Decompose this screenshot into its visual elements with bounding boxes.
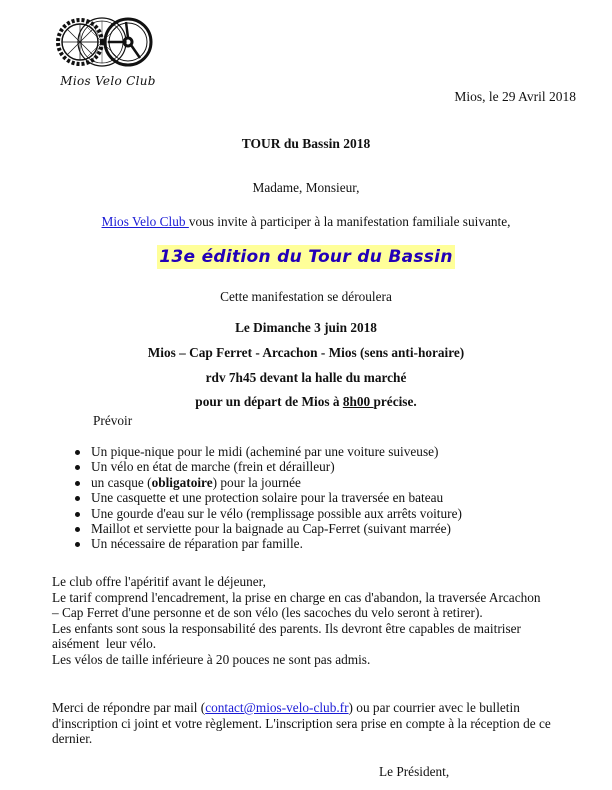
list-item-text: ) pour la journée (212, 474, 301, 490)
list-item-text: Un pique-nique pour le midi (acheminé par une voiture suiveuse) (91, 444, 439, 459)
info-line: aisément leur vélo. (52, 636, 157, 652)
bicycle-wheels-icon (50, 10, 160, 74)
deroulera-text: Cette manifestation se déroulera (220, 289, 392, 304)
reply-text: Merci de répondre par mail ( (52, 700, 206, 715)
info-line: Les enfants sont sous la responsabilité des parents. Ils devront être capables de maitriser (52, 620, 521, 636)
reply-paragraph (52, 700, 592, 747)
edition-title: 13e édition du Tour du Bassin (159, 247, 453, 267)
list-item (60, 536, 462, 551)
list-item (60, 506, 462, 521)
reply-text: ) ou par courrier avec le bulletin (348, 700, 520, 715)
departure-line (0, 394, 612, 410)
info-line: Le tarif comprend l'encadrement, la prise en charge en cas d'abandon, la traversée Arcachon (52, 589, 541, 605)
event-route (0, 345, 612, 361)
list-item-text: Une casquette et une protection solaire pour la traversée en bateau (91, 490, 444, 506)
checklist (60, 444, 462, 552)
email-link[interactable]: contact@mios-velo-club.fr (205, 700, 349, 715)
info-line: – Cap Ferret d'une personne et de son vélo (les sacoches du velo seront à retirer). (52, 605, 483, 621)
reply-text: d'inscription ci joint et votre règlement. L'inscription sera prise en compte à la réception de ce (52, 715, 551, 731)
club-logo (50, 10, 160, 100)
event-date-prefix: Le (235, 320, 254, 335)
departure-suffix: précise. (373, 394, 417, 409)
info-paragraph (52, 574, 592, 668)
departure-time: 8h00 (342, 394, 374, 409)
event-date-value: Dimanche 3 juin 2018 (253, 320, 377, 335)
list-item (60, 490, 462, 505)
info-line: Les vélos de taille inférieure à 20 pouces ne sont pas admis. (52, 651, 371, 667)
list-item-text: Une gourde d'eau sur le vélo (remplissage possible aux arrêts voiture) (91, 505, 462, 521)
list-item-text: Un nécessaire de réparation par famille. (91, 536, 303, 552)
route-text: Mios – Cap Ferret - Arcachon - Mios (147, 345, 360, 360)
departure-prefix: pour un départ de Mios à (195, 394, 343, 409)
logo-text: Mios Velo Club (60, 74, 156, 88)
signature: Le Président, (379, 764, 450, 779)
page-title: TOUR du Bassin 2018 (241, 136, 371, 151)
rdv-line: rdv 7h45 devant la halle du marché (205, 370, 407, 385)
edition-banner (0, 245, 612, 269)
info-line: Le club offre l'apéritif avant le déjeuner, (52, 574, 266, 589)
club-link[interactable]: Mios Velo Club (101, 214, 189, 229)
list-item (60, 521, 462, 536)
list-item (60, 444, 462, 459)
list-item-text: un casque ( (91, 474, 152, 490)
invite-line (0, 214, 612, 230)
list-item-text: Maillot et serviette pour la baignade au Cap-Ferret (suivant marrée) (91, 520, 451, 536)
reply-text: dernier. (52, 731, 93, 747)
list-item-bold: obligatoire (151, 474, 213, 490)
list-item (60, 475, 462, 490)
route-direction: (sens anti-horaire) (359, 345, 465, 360)
prevoir-heading: Prévoir (93, 413, 133, 428)
event-date (0, 320, 612, 336)
invite-text: vous invite à participer à la manifestation familiale suivante, (188, 214, 511, 229)
letter-date: Mios, le 29 Avril 2018 (454, 89, 576, 104)
list-item-text: Un vélo en état de marche (frein et dérailleur) (91, 459, 335, 475)
greeting: Madame, Monsieur, (252, 180, 360, 195)
list-item (60, 459, 462, 474)
